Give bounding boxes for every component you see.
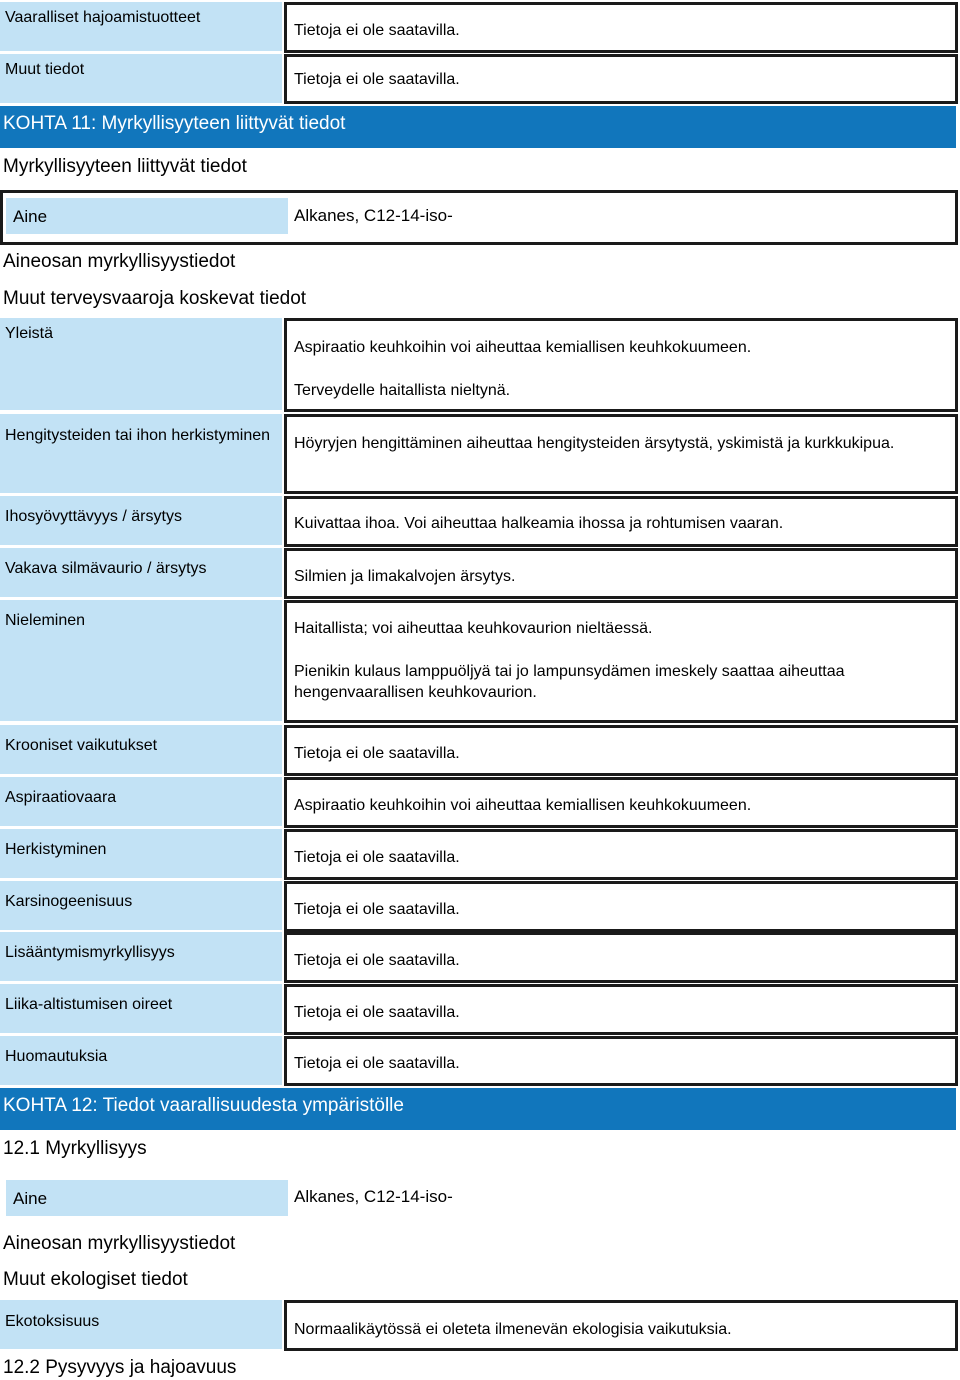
value-liika-altistuminen: Tietoja ei ole saatavilla. — [284, 984, 958, 1035]
label-krooniset: Krooniset vaikutukset — [0, 725, 282, 774]
label-aspiraatiovaara: Aspiraatiovaara — [0, 777, 282, 826]
label-nieleminen: Nieleminen — [0, 600, 282, 721]
label-silmavaurio: Vakava silmävaurio / ärsytys — [0, 548, 282, 597]
component-toxicity-heading: Aineosan myrkyllisyystiedot — [3, 251, 236, 272]
value-huomautuksia: Tietoja ei ole saatavilla. — [284, 1036, 958, 1086]
value-hengitysteiden: Höyryjen hengittäminen aiheuttaa hengitysteiden ärsytystä, yskimistä ja kurkkukipua. — [284, 414, 958, 494]
label-herkistyminen: Herkistyminen — [0, 829, 282, 878]
section-11-banner: KOHTA 11: Myrkyllisyyteen liittyvät tiedot — [0, 106, 956, 148]
value-ekotoksisuus: Normaalikäytössä ei oleteta ilmenevän ekologisia vaikutuksia. — [284, 1300, 958, 1351]
aine-value: Alkanes, C12-14-iso- — [294, 206, 453, 225]
value-aspiraatiovaara: Aspiraatio keuhkoihin voi aiheuttaa kemiallisen keuhkokuumeen. — [284, 777, 958, 828]
label-liika-altistuminen: Liika-altistumisen oireet — [0, 984, 282, 1033]
label-yleista: Yleistä — [0, 318, 282, 410]
other-health-heading: Muut terveysvaaroja koskevat tiedot — [3, 288, 307, 309]
label-karsinogeenisuus: Karsinogeenisuus — [0, 881, 282, 930]
section-12-banner: KOHTA 12: Tiedot vaarallisuudesta ympäristölle — [0, 1088, 956, 1130]
section-12-2-heading: 12.2 Pysyvyys ja hajoavuus — [3, 1357, 237, 1378]
value-karsinogeenisuus: Tietoja ei ole saatavilla. — [284, 881, 958, 932]
label-ekotoksisuus: Ekotoksisuus — [0, 1300, 282, 1349]
aine-label-12: Aine — [6, 1180, 288, 1216]
label-muut-tiedot: Muut tiedot — [0, 54, 282, 103]
aine-label: Aine — [6, 198, 288, 234]
value-silmavaurio: Silmien ja limakalvojen ärsytys. — [284, 548, 958, 599]
label-lisaantymismyrkyllisyys: Lisääntymismyrkyllisyys — [0, 932, 282, 981]
value-vaaralliset: Tietoja ei ole saatavilla. — [284, 2, 958, 53]
label-ihosyovyttavyys: Ihosyövyttävyys / ärsytys — [0, 496, 282, 545]
value-krooniset: Tietoja ei ole saatavilla. — [284, 725, 958, 776]
value-herkistyminen: Tietoja ei ole saatavilla. — [284, 829, 958, 880]
label-huomautuksia: Huomautuksia — [0, 1036, 282, 1085]
section-12-1-heading: 12.1 Myrkyllisyys — [3, 1138, 147, 1159]
label-hengitysteiden: Hengitysteiden tai ihon herkistyminen — [0, 414, 282, 493]
value-ihosyovyttavyys: Kuivattaa ihoa. Voi aiheuttaa halkeamia ihossa ja rohtumisen vaaran. — [284, 496, 958, 547]
section-11-subheading: Myrkyllisyyteen liittyvät tiedot — [3, 156, 247, 177]
value-nieleminen: Haitallista; voi aiheuttaa keuhkovaurion nieltäessä. Pienikin kulaus lamppuöljyä tai jo lampunsydämen imeskely saattaa aiheuttaa hengenvaarallisen keuhkovaurion. — [284, 600, 958, 723]
component-eco-heading: Aineosan myrkyllisyystiedot — [3, 1233, 236, 1254]
value-muut-tiedot: Tietoja ei ole saatavilla. — [284, 54, 958, 104]
aine-value-12: Alkanes, C12-14-iso- — [294, 1187, 453, 1206]
value-lisaantymismyrkyllisyys: Tietoja ei ole saatavilla. — [284, 932, 958, 983]
other-eco-heading: Muut ekologiset tiedot — [3, 1269, 188, 1290]
value-yleista: Aspiraatio keuhkoihin voi aiheuttaa kemiallisen keuhkokuumeen. Terveydelle haitallista nieltynä. — [284, 318, 958, 412]
label-vaaralliset: Vaaralliset hajoamistuotteet — [0, 2, 282, 51]
